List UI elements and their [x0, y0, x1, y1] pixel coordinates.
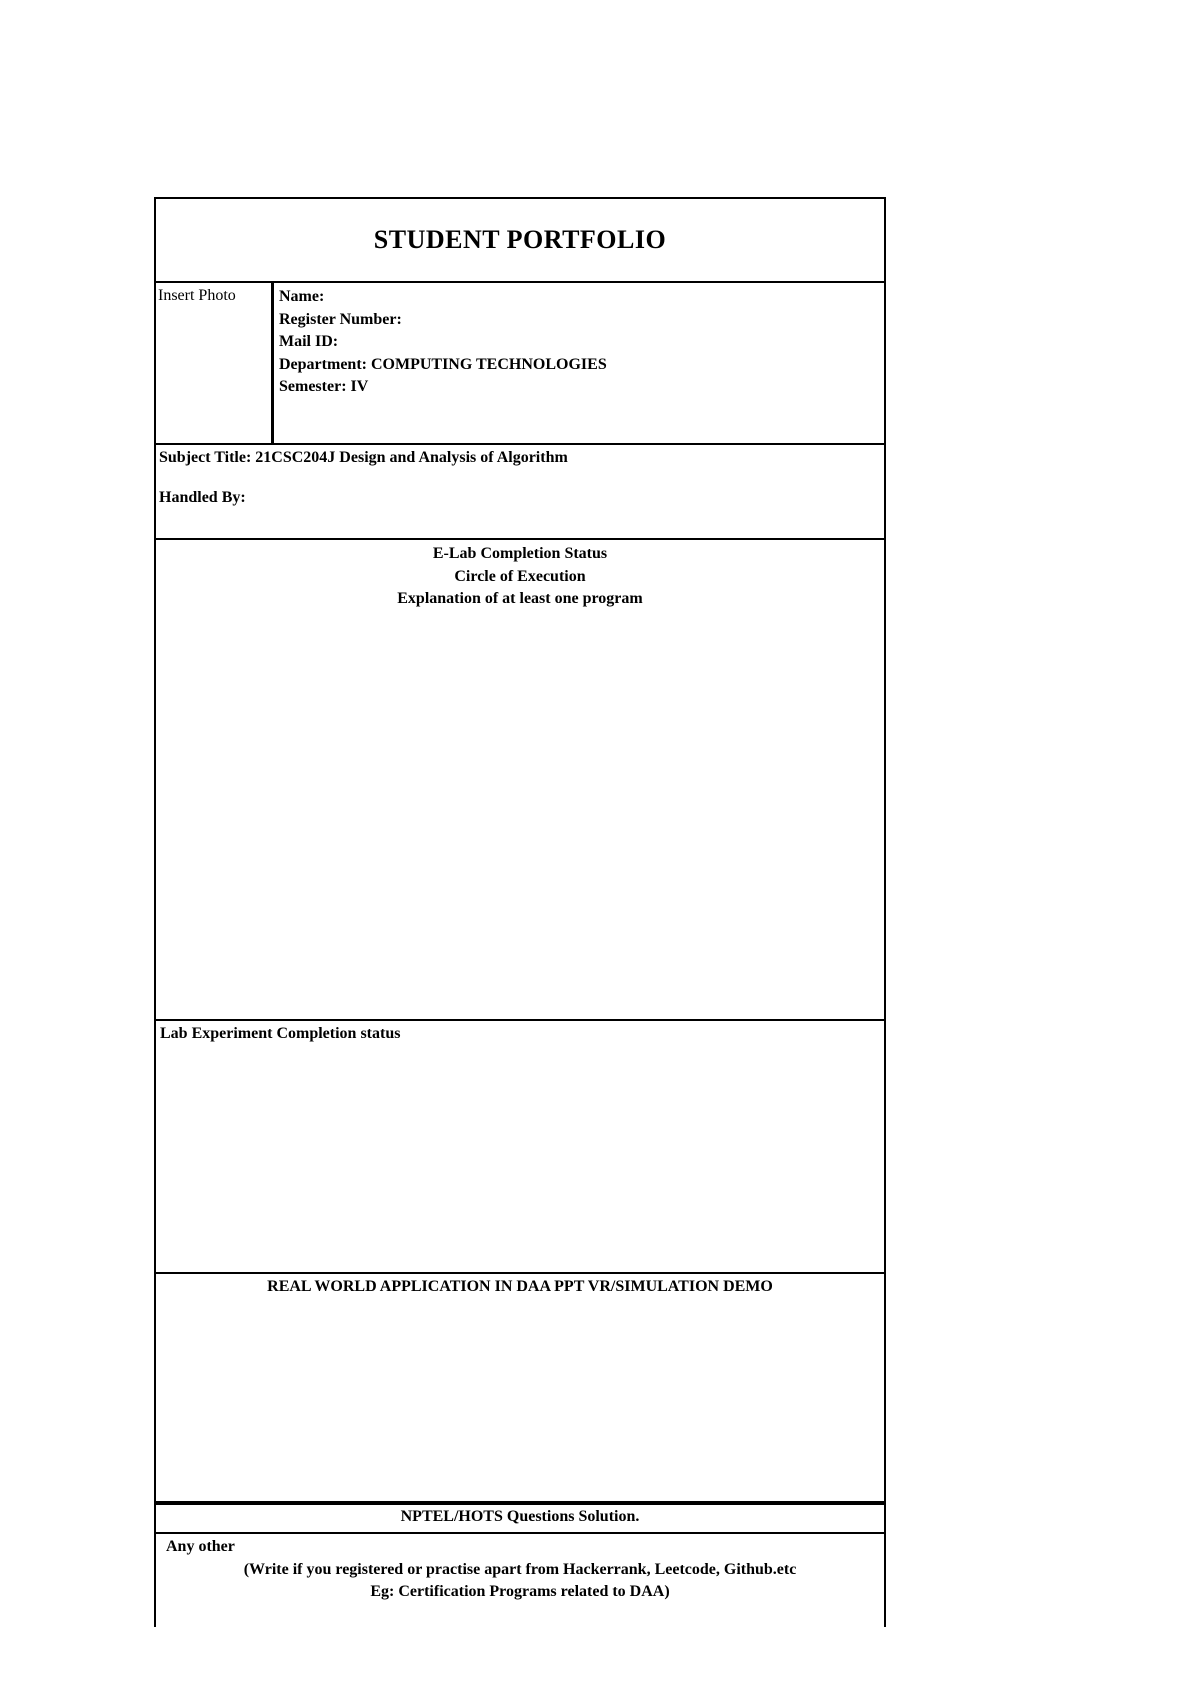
lab-experiment-section	[156, 1021, 884, 1274]
circle-of-execution-heading: Circle of Execution	[454, 567, 586, 585]
nptel-section	[156, 1505, 884, 1534]
department-field: Department: COMPUTING TECHNOLOGIES	[279, 355, 607, 373]
semester-field: Semester: IV	[279, 378, 369, 395]
photo-cell	[156, 283, 274, 443]
photo-placeholder: Insert Photo	[158, 287, 236, 304]
real-world-heading: REAL WORLD APPLICATION IN DAA PPT VR/SIMULATION DEMO	[267, 1278, 773, 1295]
identity-row	[156, 283, 884, 445]
subject-title: Subject Title: 21CSC204J Design and Analysis of Algorithm	[159, 449, 568, 466]
program-explanation-heading: Explanation of at least one program	[397, 590, 643, 607]
student-info	[277, 283, 884, 443]
title-row	[156, 199, 884, 283]
any-other-heading: Any other	[166, 1538, 235, 1555]
elab-status-heading: E-Lab Completion Status	[432, 545, 608, 562]
lab-experiment-heading: Lab Experiment Completion status	[160, 1025, 401, 1042]
page-title: STUDENT PORTFOLIO	[373, 225, 667, 254]
nptel-heading: NPTEL/HOTS Questions Solution.	[400, 1508, 640, 1525]
any-other-section	[156, 1534, 884, 1629]
portfolio-sheet	[154, 197, 886, 1627]
name-field: Name:	[279, 288, 325, 305]
handled-by: Handled By:	[159, 489, 246, 506]
register-number-field: Register Number:	[279, 310, 402, 328]
mail-id-field: Mail ID:	[279, 333, 339, 350]
subject-row	[156, 445, 884, 540]
any-other-example: Eg: Certification Programs related to DAA)	[370, 1583, 670, 1600]
elab-section	[156, 540, 884, 1021]
real-world-section	[156, 1274, 884, 1505]
any-other-note: (Write if you registered or practise apart from Hackerrank, Leetcode, Github.etc	[243, 1560, 797, 1578]
